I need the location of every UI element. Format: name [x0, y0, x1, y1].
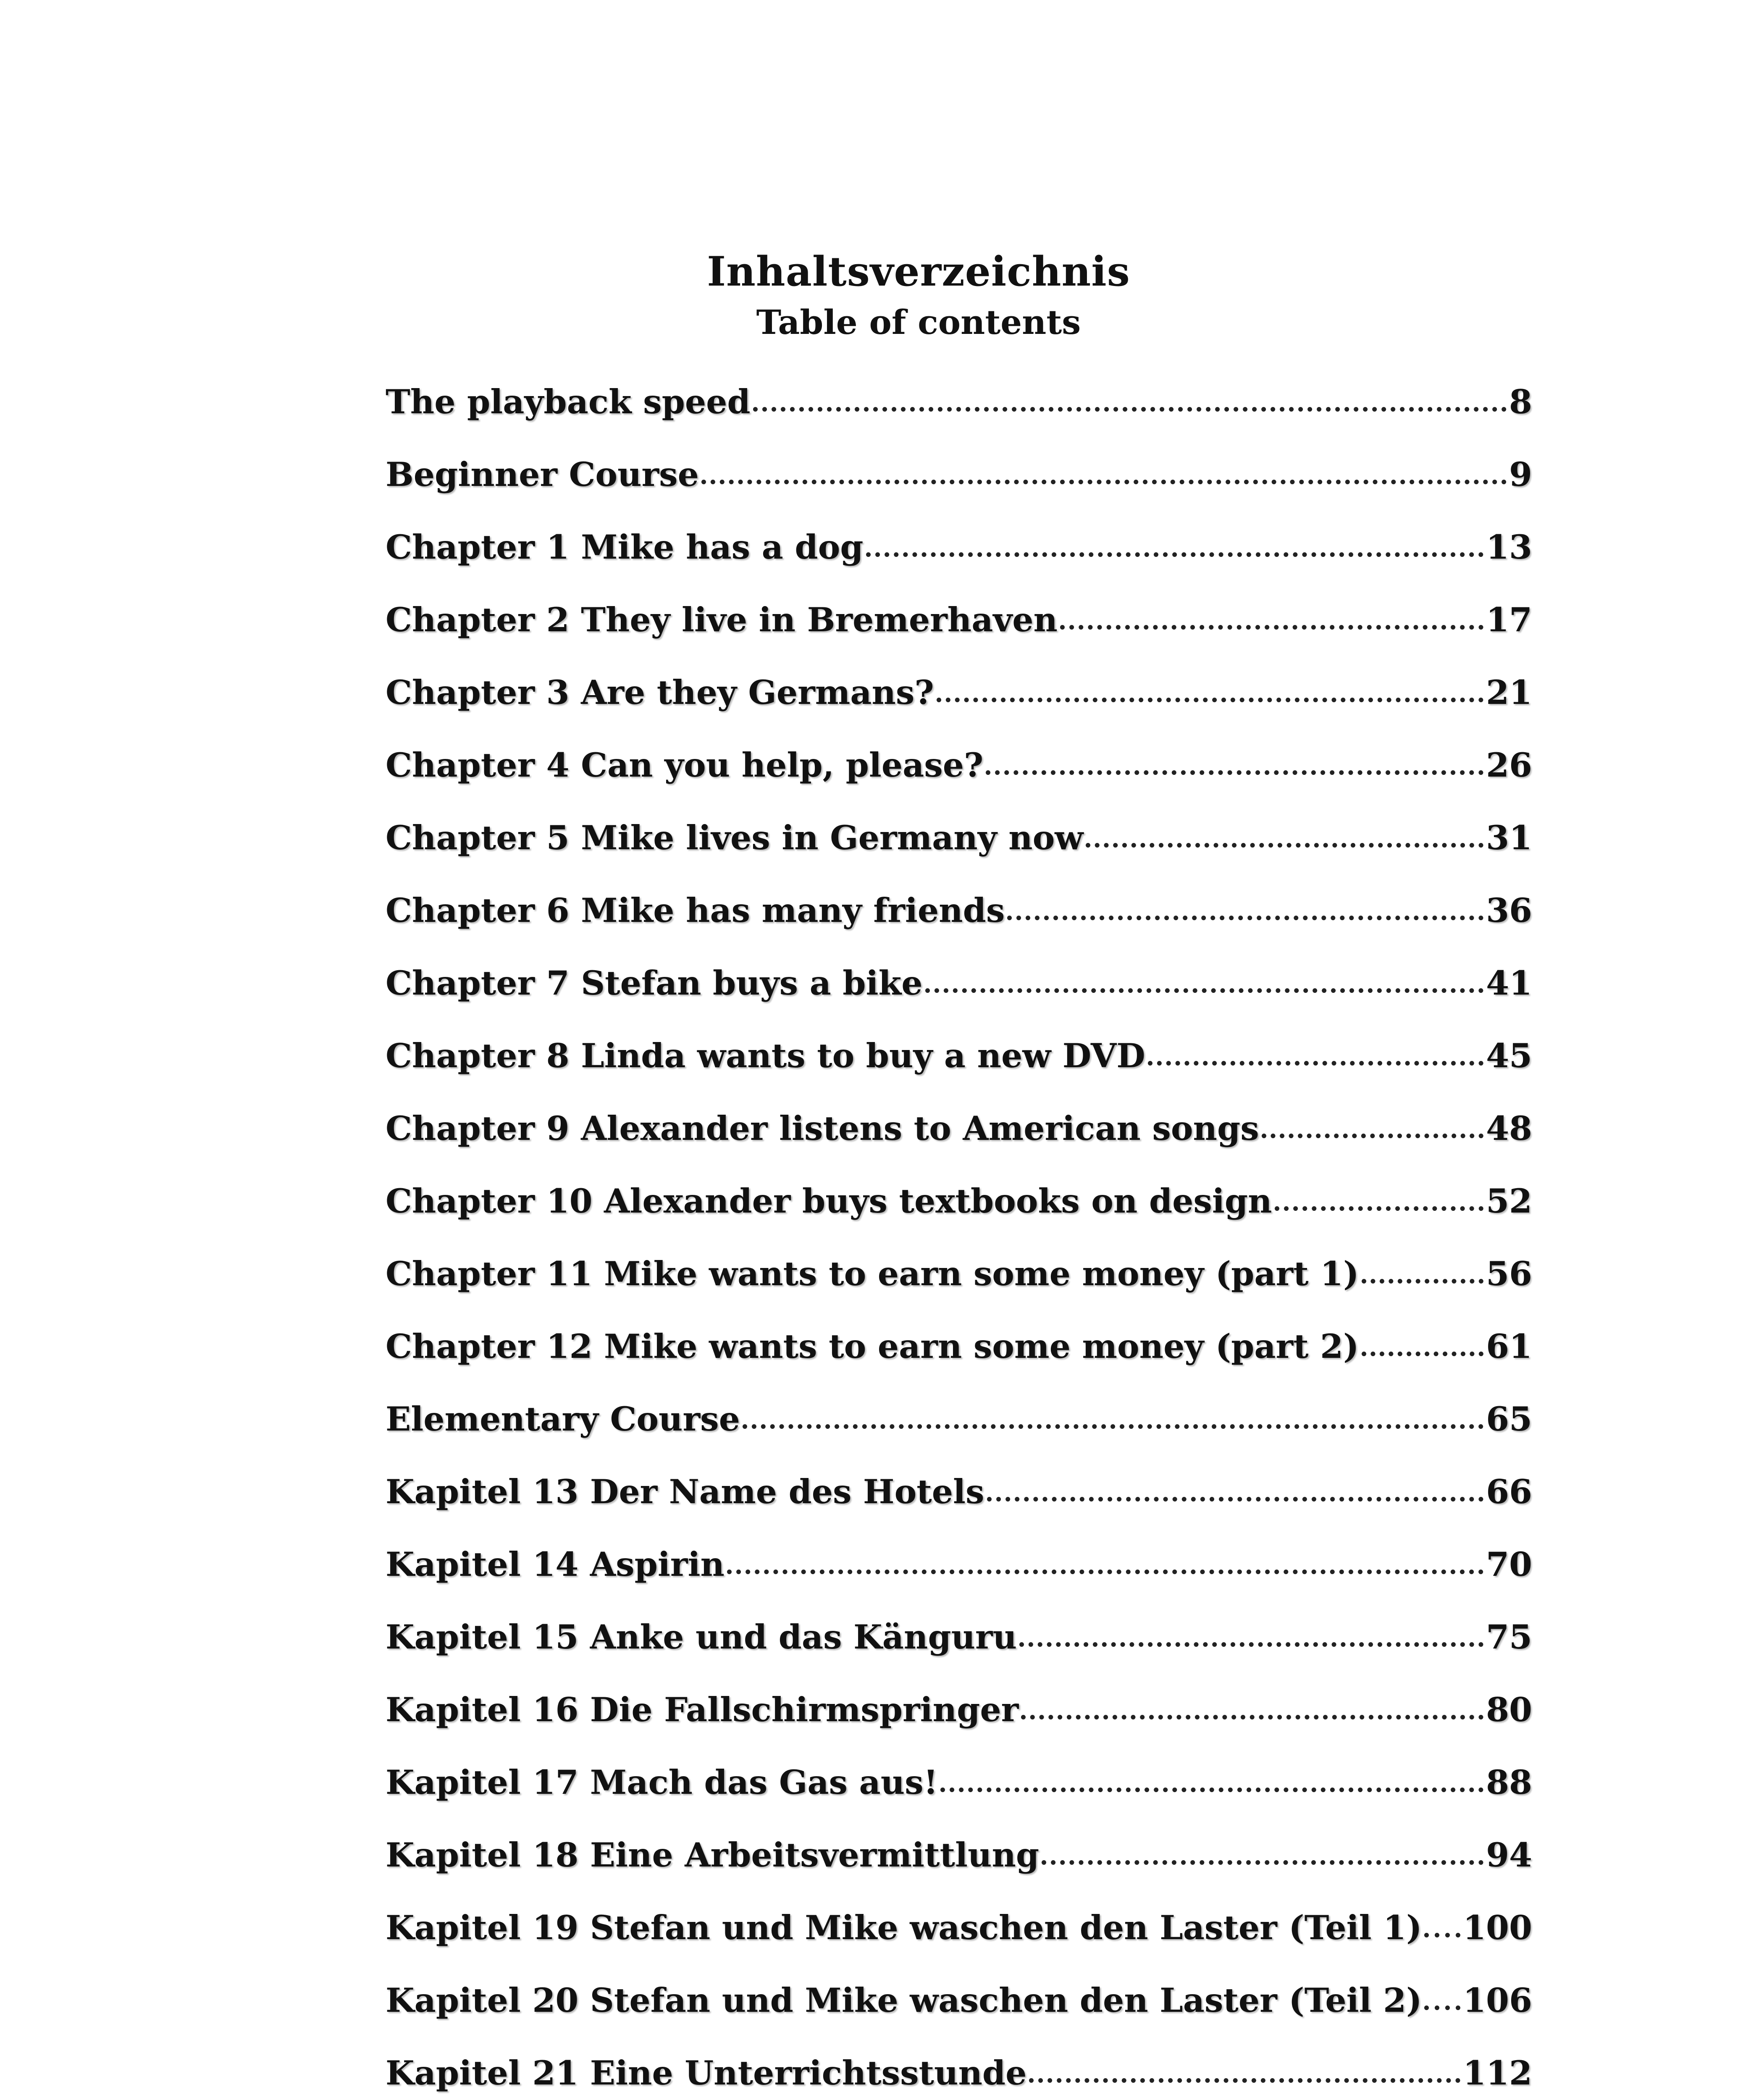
toc-entry[interactable] — [386, 963, 1532, 1036]
dot-leader — [937, 698, 1483, 702]
toc-entry[interactable] — [386, 1617, 1532, 1690]
page-title: Inhaltsverzeichnis — [707, 248, 1130, 295]
toc-entry-title: Chapter 11 Mike wants to earn some money (part 1) — [386, 1254, 1359, 1293]
toc-entry-page-number: 8 — [1509, 382, 1532, 421]
toc-entry[interactable] — [386, 1690, 1532, 1763]
toc-entry[interactable] — [386, 1109, 1532, 1181]
toc-entry-page-number: 75 — [1486, 1617, 1532, 1656]
toc-entry-page-number: 66 — [1486, 1472, 1532, 1511]
toc-entry-page-number: 9 — [1509, 455, 1532, 494]
toc-entry-page-number: 88 — [1486, 1763, 1532, 1802]
toc-entry-title: Chapter 2 They live in Bremerhaven — [386, 600, 1058, 639]
toc-entry-page-number: 48 — [1486, 1109, 1532, 1148]
toc-entry-page-number: 36 — [1486, 891, 1532, 930]
dot-leader — [1262, 1134, 1483, 1138]
toc-entry[interactable] — [386, 1545, 1532, 1617]
toc-entry-page-number: 21 — [1486, 673, 1532, 712]
toc-entry-title: Chapter 9 Alexander listens to American songs — [386, 1109, 1259, 1148]
dot-leader — [743, 1424, 1483, 1429]
toc-entry-title: Beginner Course — [386, 455, 699, 494]
toc-entry[interactable] — [386, 1908, 1532, 1981]
toc-entry-title: Chapter 5 Mike lives in Germany now — [386, 818, 1084, 857]
dot-leader — [987, 1497, 1484, 1502]
toc-entry[interactable] — [386, 746, 1532, 818]
dot-leader — [727, 1570, 1483, 1574]
dot-leader — [1424, 1933, 1460, 1937]
toc-entry[interactable] — [386, 1472, 1532, 1545]
table-of-contents — [386, 382, 1532, 2100]
toc-entry-title: Kapitel 21 Eine Unterrichtsstunde — [386, 2053, 1027, 2092]
dot-leader — [1029, 2078, 1460, 2083]
page-subtitle: Table of contents — [756, 302, 1081, 342]
toc-entry[interactable] — [386, 1254, 1532, 1327]
toc-entry-page-number: 80 — [1486, 1690, 1532, 1729]
dot-leader — [1275, 1206, 1484, 1211]
toc-entry-page-number: 70 — [1486, 1545, 1532, 1584]
dot-leader — [1019, 1642, 1483, 1647]
dot-leader — [1148, 1061, 1483, 1066]
dot-leader — [925, 988, 1484, 993]
dot-leader — [1362, 1352, 1484, 1356]
toc-entry[interactable] — [386, 455, 1532, 528]
toc-entry[interactable] — [386, 1399, 1532, 1472]
toc-entry-page-number: 100 — [1463, 1908, 1532, 1947]
toc-entry-page-number: 13 — [1486, 528, 1532, 567]
toc-entry-page-number: 56 — [1486, 1254, 1532, 1293]
dot-leader — [1021, 1715, 1483, 1719]
toc-entry-title: Elementary Course — [386, 1399, 740, 1438]
toc-entry-page-number: 26 — [1486, 746, 1532, 785]
dot-leader — [1362, 1279, 1484, 1284]
dot-leader — [1086, 843, 1483, 848]
toc-entry-title: Kapitel 18 Eine Arbeitsvermittlung — [386, 1835, 1040, 1874]
dot-leader — [1042, 1860, 1483, 1865]
toc-entry-title: Chapter 8 Linda wants to buy a new DVD — [386, 1036, 1145, 1075]
toc-entry-page-number: 112 — [1463, 2053, 1532, 2092]
dot-leader — [753, 407, 1507, 412]
toc-entry-page-number: 17 — [1486, 600, 1532, 639]
toc-entry-page-number: 31 — [1486, 818, 1532, 857]
toc-entry[interactable] — [386, 600, 1532, 673]
dot-leader — [940, 1788, 1483, 1792]
toc-entry[interactable] — [386, 1181, 1532, 1254]
dot-leader — [1007, 916, 1483, 920]
toc-entry-page-number: 45 — [1486, 1036, 1532, 1075]
toc-entry[interactable] — [386, 1327, 1532, 1399]
toc-entry-title: Kapitel 13 Der Name des Hotels — [386, 1472, 984, 1511]
toc-entry-page-number: 94 — [1486, 1835, 1532, 1874]
toc-entry-title: Chapter 4 Can you help, please? — [386, 746, 984, 785]
toc-entry[interactable] — [386, 2053, 1532, 2100]
toc-entry-title: Chapter 1 Mike has a dog — [386, 528, 864, 567]
dot-leader — [1060, 625, 1483, 630]
toc-entry-title: Chapter 10 Alexander buys textbooks on design — [386, 1181, 1272, 1221]
toc-entry-title: Kapitel 16 Die Fallschirmspringer — [386, 1690, 1019, 1729]
toc-entry-title: Kapitel 20 Stefan und Mike waschen den Laster (Teil 2) — [386, 1981, 1422, 2020]
toc-entry[interactable] — [386, 1036, 1532, 1109]
toc-entry-page-number: 106 — [1463, 1981, 1532, 2020]
toc-entry[interactable] — [386, 528, 1532, 600]
toc-entry-title: Chapter 7 Stefan buys a bike — [386, 963, 923, 1003]
toc-entry-title: Chapter 12 Mike wants to earn some money (part 2) — [386, 1327, 1359, 1366]
dot-leader — [866, 552, 1484, 557]
toc-entry[interactable] — [386, 891, 1532, 963]
toc-entry-title: Chapter 3 Are they Germans? — [386, 673, 934, 712]
toc-entry[interactable] — [386, 1763, 1532, 1835]
dot-leader — [701, 480, 1507, 484]
toc-entry-page-number: 65 — [1486, 1399, 1532, 1438]
toc-entry[interactable] — [386, 818, 1532, 891]
toc-entry[interactable] — [386, 673, 1532, 746]
toc-entry-page-number: 41 — [1486, 963, 1532, 1003]
toc-entry-title: Chapter 6 Mike has many friends — [386, 891, 1005, 930]
toc-entry[interactable] — [386, 1835, 1532, 1908]
toc-entry-title: The playback speed — [386, 382, 751, 421]
dot-leader — [1424, 2006, 1460, 2010]
toc-entry-page-number: 52 — [1486, 1181, 1532, 1221]
toc-entry-title: Kapitel 14 Aspirin — [386, 1545, 724, 1584]
toc-entry-title: Kapitel 17 Mach das Gas aus! — [386, 1763, 938, 1802]
toc-entry-page-number: 61 — [1486, 1327, 1532, 1366]
dot-leader — [986, 770, 1483, 775]
toc-entry-title: Kapitel 15 Anke und das Känguru — [386, 1617, 1017, 1656]
toc-entry[interactable] — [386, 1981, 1532, 2053]
toc-entry[interactable] — [386, 382, 1532, 455]
toc-entry-title: Kapitel 19 Stefan und Mike waschen den Laster (Teil 1) — [386, 1908, 1422, 1947]
